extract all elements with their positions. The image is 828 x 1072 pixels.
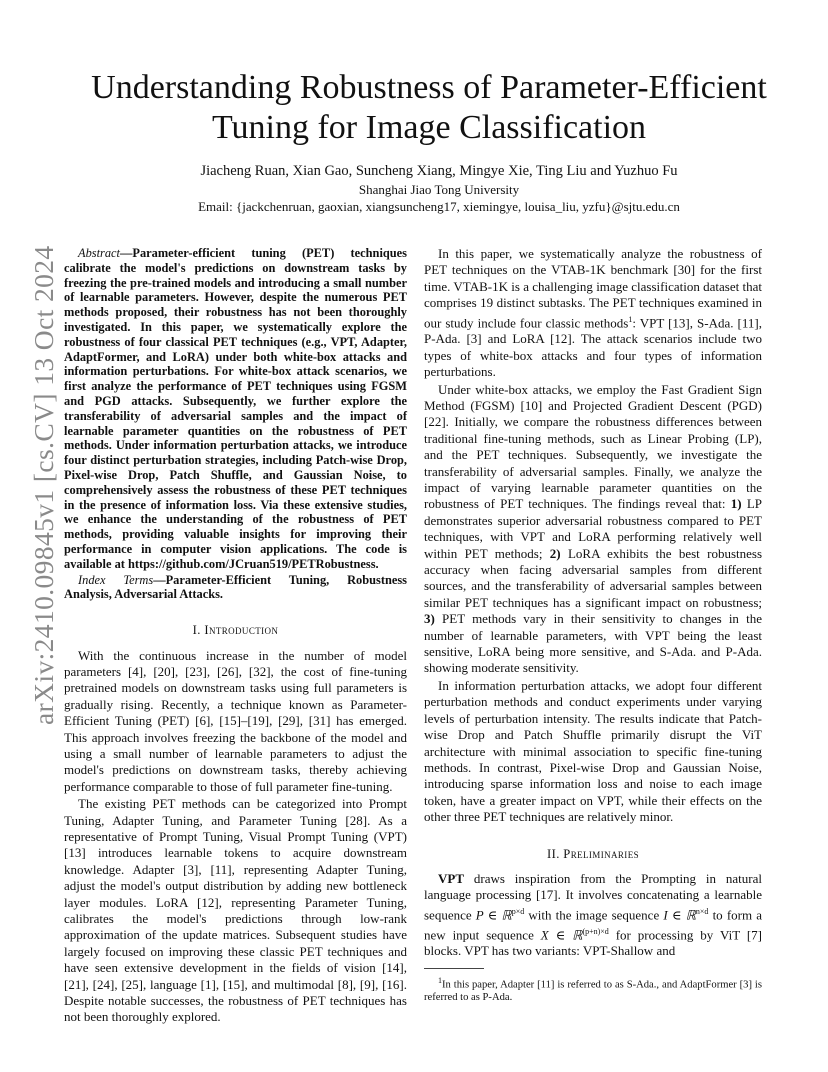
title-line-2: Tuning for Image Classification <box>211 109 647 146</box>
text-run: Under white-box attacks, we employ the Fast Gradient Sign Method (FGSM) [10] and Projected Gradient Descent (PGD) [22]. Initially, we compare the robustness differences between traditional fine-tuning methods, such as Linear Probing (LP), and the PET techniques. Subsequently, we investigate the transferability of adversarial samples. Finally, we analyze the impact of varying learnable parameter quantities on the robustness of PET techniques. The findings reveal that: <box>424 381 762 512</box>
finding-number: 3) <box>424 611 435 627</box>
index-terms <box>64 573 407 603</box>
abstract-text: —Parameter-efficient tuning (PET) techniques calibrate the model's predictions on downstream tasks by freezing the pre-trained models and introducing a small number of learnable parameters. However, despite the numerous PET methods proposed, their robustness has not been thoroughly investigated. In this paper, we systematically explore the robustness of four classical PET techniques (e.g., VPT, Adapter, AdaptFormer, and LoRA) under both white-box attacks and information perturbations. For white-box attack scenarios, we first analyze the performance of PET techniques using FGSM and PGD attacks. Subsequently, we further explore the transferability of adversarial samples and the impact of learnable parameter quantities on the robustness of PET methods. Under information perturbation attacks, we introduce four distinct perturbation strategies, including Patch-wise Drop, Pixel-wise Drop, Patch Shuffle, and Gaussian Noise, to comprehensively assess the robustness of these PET techniques in the presence of information loss. Via these extensive studies, we enhance the understanding of the robustness of PET methods, providing valuable insights for improving their performance in computer vision applications. The code is available at https://github.com/JCruan519/PETRobustness. <box>64 246 407 571</box>
index-terms-text: —Parameter-Efficient Tuning, Robustness Analysis, Adversarial Attacks. <box>64 572 407 602</box>
right-column <box>424 246 762 1005</box>
paragraph-overview <box>424 246 762 381</box>
text-run: to form a new input sequence <box>424 907 763 942</box>
index-terms-label: Index Terms <box>78 572 154 587</box>
abstract-label: Abstract <box>78 246 120 260</box>
math-sup: (p+n)×d <box>582 926 609 936</box>
intro-paragraph-2: The existing PET methods can be categorized into Prompt Tuning, Adapter Tuning, and Parameter Tuning [28]. As a representative of Prompt Tuning, Visual Prompt Tuning (VPT) [13] introduces learnable tokens to acquire downstream knowledge. Adapter [3], [11], representing Adapter Tuning, adjust the model's output distribution by adding new bottleneck layer modules. LoRA [12], representing Parameter Tuning, calibrates the model's predictions through low-rank approximation of the update matrices. Subsequent studies have largely focused on improving these classic PET techniques and have seen extensive development in the fields of vision [14], [21], [24], [25], language [1], [15], and multimodal [8], [9], [16]. Despite notable successes, the robustness of PET techniques has not been thoroughly explored. <box>64 796 407 1025</box>
math: I ∈ ℝ <box>663 907 696 923</box>
section-title: Introduction <box>204 623 279 638</box>
math-sup: n×d <box>695 906 709 916</box>
math: P ∈ ℝ <box>475 907 512 923</box>
footnote-text: In this paper, Adapter [11] is referred to as S-Ada., and AdaptFormer [3] is referred to as P-Ada. <box>424 979 762 1004</box>
abstract <box>64 246 407 572</box>
text-run: LoRA exhibits the best robustness accuracy when facing adversarial samples from different sources, and the transferability of adversarial samples between similar PET techniques has a significant impact on robustness; <box>424 545 762 610</box>
intro-paragraph-1: With the continuous increase in the number of model parameters [4], [20], [23], [26], [32], the cost of fine-tuning pretrained models on downstream tasks using full parameters is gradually rising. Recently, a technique known as Parameter-Efficient Tuning (PET) [6], [15]–[19], [29], [31] has emerged. This approach involves freezing the backbone of the model and using a small number of learnable parameters to adjust the model's predictions on downstream tasks, thereby achieving performance comparable to those of full parameter fine-tuning. <box>64 647 407 794</box>
math-sup: p×d <box>511 906 525 916</box>
paragraph-perturbation: In information perturbation attacks, we adopt four different perturbation methods and conduct experiments under varying levels of perturbation intensity. The results indicate that Patch-wise Drop and Patch Shuffle primarily disrupt the ViT architecture with minimal association to specific fine-tuning methods. In contrast, Pixel-wise Drop and Gaussian Noise, introducing sparse information loss and noise to each image token, have a greater impact on VPT, while their effects on the other three PET techniques are relatively minor. <box>424 677 762 825</box>
left-column <box>64 246 407 1027</box>
arxiv-identifier: arXiv:2410.09845v1 [cs.CV] 13 Oct 2024 <box>28 245 59 725</box>
finding-number: 1) <box>730 496 742 512</box>
footnote <box>424 974 762 1005</box>
section-number: II. <box>547 846 564 861</box>
math: X ∈ ℝ <box>540 926 583 942</box>
section-heading-introduction <box>64 622 407 638</box>
text-run: draws inspiration from the Prompting in natural language processing [17]. It involves concatenating a learnable sequence <box>424 870 762 923</box>
paragraph-white-box <box>424 382 762 677</box>
section-number: I. <box>192 623 205 638</box>
affiliation: Shanghai Jiao Tong University <box>358 182 520 197</box>
text-run: PET methods vary in their sensitivity to changes in the number of learnable parameters, with VPT being the least sensitive, LoRA being more sensitive, and S-Ada. and P-Ada. showing moderate sensitivity. <box>424 611 762 676</box>
method-name: VPT <box>438 870 464 886</box>
author-list: Jiacheng Ruan, Xian Gao, Suncheng Xiang, Mingye Xie, Ting Liu and Yuzhuo Fu <box>200 163 678 179</box>
title-line-1: Understanding Robustness of Parameter-Efficient <box>91 69 767 106</box>
section-heading-preliminaries <box>424 846 762 862</box>
text-run: LP demonstrates superior adversarial robustness compared to PET techniques, with VPT and LoRA performing relatively well within PET methods; <box>424 496 762 561</box>
finding-number: 2) <box>549 545 561 561</box>
email-line: Email: {jackchenruan, gaoxian, xiangsuncheng17, xiemingye, louisa_liu, yzfu}@sjtu.edu.cn <box>198 199 680 214</box>
footnote-divider <box>424 968 484 969</box>
footnote-marker: 1 <box>438 975 442 985</box>
section-title: Preliminaries <box>563 846 639 861</box>
text-run: for processing by ViT [7] blocks. VPT has two variants: VPT-Shallow and <box>424 926 762 959</box>
text-run: : VPT [13], S-Ada. [11], P-Ada. [3] and LoRA [12]. The attack scenarios include two types of white-box attacks and four types of information perturbations. <box>424 314 762 380</box>
text-run: with the image sequence <box>524 907 664 923</box>
text-run: In this paper, we systematically analyze the robustness of PET techniques on the VTAB-1K benchmark [30] for the first time. VTAB-1K is a challenging image classification dataset that comprises 19 distinct subtasks. The PET techniques examined in our study include four classic methods <box>424 246 762 330</box>
footnote-marker: 1 <box>628 314 633 324</box>
paper-title <box>60 68 798 148</box>
paragraph-vpt <box>424 871 762 960</box>
